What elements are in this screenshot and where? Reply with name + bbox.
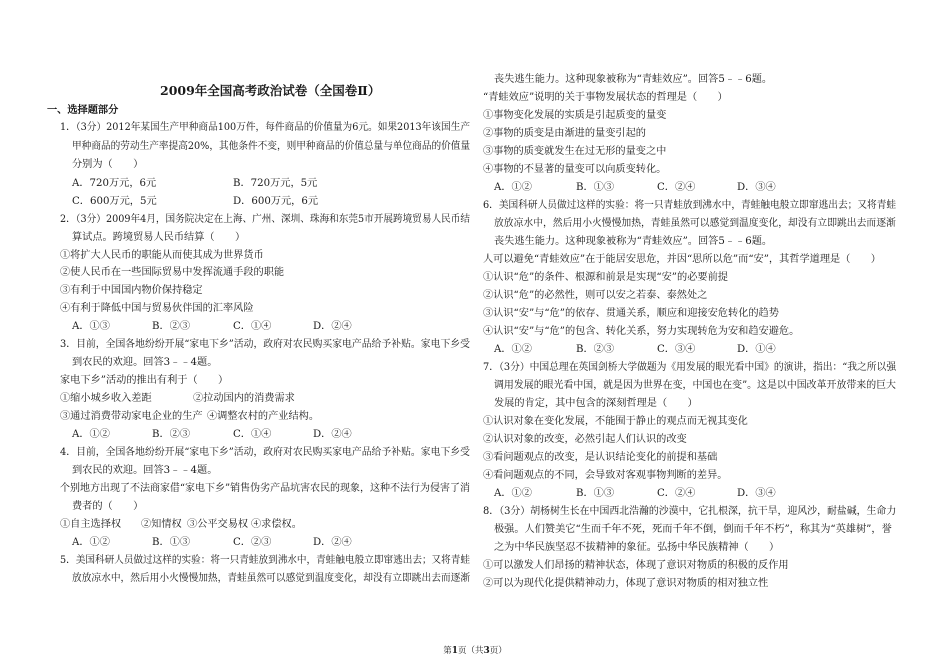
statement-2: ②知情权 [141,519,182,530]
question-8-line-1: 8．（3分）胡杨树生长在中国西北浩瀚的沙漠中，它扎根深，抗干旱，迎风沙，耐盐碱，生命力 [483,506,897,517]
statement-3: ③通过消费带动家电企业的生产 [60,411,203,422]
option-b: B．②③ [152,321,191,332]
option-c: C．600万元，5元 [72,196,157,207]
statement-3: ③有利于中国国内物价保持稳定 [60,285,203,296]
statement-1: ①自主选择权 [60,519,122,530]
question-5-line-3: 丧失逃生能力。这种现象被称为“青蛙效应”。回答5﹣﹣6题。 [494,74,773,85]
statement-3: ③认识“安”与“危”的依存、贯通关系，顺应和迎接安危转化的趋势 [483,308,779,319]
option-a: A．①② [494,182,532,193]
option-a: A．①② [72,537,110,548]
option-c: C．①④ [233,429,272,440]
option-c: C．③④ [657,344,696,355]
option-c: C．②④ [657,182,696,193]
option-b: B．②③ [152,429,191,440]
statement-4: ④看问题观点的不同，会导致对客观事物判断的差异。 [483,470,728,481]
option-d: D．③④ [737,182,776,193]
statement-1: ①缩小城乡收入差距 [60,393,152,404]
question-3-line-1: 3．目前，全国各地纷纷开展“家电下乡”活动，政府对农民购买家电产品给予补贴。家电下乡受 [60,339,470,350]
question-6-stem: 人可以避免“青蛙效应”在于能居安思危，并因“思所以危”而“安”，其哲学道理是（ ） [483,254,881,265]
option-d: D．①④ [737,344,776,355]
question-4-line-1: 4．目前，全国各地纷纷开展“家电下乡”活动，政府对农民购买家电产品给予补贴。家电下乡受 [60,447,470,458]
footer-prefix: 第 [443,646,452,656]
question-7-line-3: 发展的肯定，其中包含的深刻哲理是（ ） [494,398,698,409]
footer-suffix: 页） [489,646,507,656]
statement-4: ④认识“安”与“危”的包含、转化关系，努力实现转危为安和趋安避危。 [483,326,800,337]
statement-1: ①事物变化发展的实质是引起质变的量变 [483,110,667,121]
option-c: C．②③ [233,537,272,548]
statement-3: ③看问题观点的改变，是认识结论变化的前提和基础 [483,452,718,463]
question-3-line-2: 到农民的欢迎。回答3﹣﹣4题。 [72,357,218,368]
question-6-line-2: 放放凉水中，然后用小火慢慢加热，青蛙虽然可以感觉到温度变化，却没有立即跳出去而逐渐 [494,218,896,229]
question-4-stem-line-2: 费者的（ ） [72,501,144,512]
question-6-line-3: 丧失逃生能力。这种现象被称为“青蛙效应”。回答5﹣﹣6题。 [494,236,773,247]
question-3-stem: 家电下乡”活动的推出有利于（ ） [60,375,229,386]
option-b: B．①③ [576,488,615,499]
statement-2: ②认识“危”的必然性，则可以安之若泰、泰然处之 [483,290,708,301]
question-5-stem: “青蛙效应”说明的关于事物发展状态的哲理是（ ） [483,92,728,103]
option-d: D．600万元，6元 [233,196,319,207]
statement-3: ③事物的质变就发生在过无形的量变之中 [483,146,667,157]
option-b: B．①③ [576,182,615,193]
footer-total-pages: 3 [483,646,490,656]
statement-1: ①认识“危”的条件、根源和前景是实现“安”的必要前提 [483,272,728,283]
page-title: 2009年全国高考政治试卷（全国卷Ⅱ） [160,83,381,98]
footer-page-number: 1 [451,646,458,656]
question-7-line-2: 调用发展的眼光看中国，就是因为世界在变，中国也在变”。这是以中国改革开放带来的巨大 [494,380,896,391]
statement-2: ②使人民币在一些国际贸易中发挥流通手段的职能 [60,267,285,278]
question-4-line-2: 到农民的欢迎。回答3﹣﹣4题。 [72,465,218,476]
option-a: A．①② [494,344,532,355]
statement-4: ④事物的不显著的量变可以向质变转化。 [483,164,667,175]
statement-2: ②拉动国内的消费需求 [193,393,295,404]
section-heading: 一、选择题部分 [47,104,119,116]
option-a: A．①② [72,429,110,440]
question-7-line-1: 7．（3分）中国总理在英国剑桥大学做题为《用发展的眼光看中国》的演讲，指出：“我之所以强 [483,362,897,373]
statement-4: ④求偿权。 [251,519,302,530]
option-d: D．②④ [313,429,352,440]
statement-4: ④有利于降低中国与贸易伙伴国的汇率风险 [60,303,254,314]
option-d: D．②④ [313,537,352,548]
question-8-line-2: 极强。人们赞美它“生而千年不死，死而千年不倒，倒而千年不朽”，称其为“英雄树”，誉 [494,524,892,535]
statement-2: ②事物的质变是由渐进的量变引起的 [483,128,646,139]
option-a: A．①③ [72,321,110,332]
question-1-line-3: 分别为（ ） [72,159,144,170]
statement-3: ③公平交易权 [187,519,249,530]
question-6-line-1: 6．美国科研人员做过这样的实验：将一只青蛙放到沸水中，青蛙触电般立即窜逃出去；又将青蛙 [483,200,897,211]
question-4-stem-line-1: 个别地方出现了不法商家借“家电下乡”销售伪劣产品坑害农民的现象，这种不法行为侵害了消 [60,483,470,494]
page-footer [0,644,950,656]
question-8-line-3: 之为中华民族坚忍不拔精神的象征。弘扬中华民族精神（ ） [494,542,780,553]
question-1-line-1: 1．（3分）2012年某国生产甲种商品100万件，每件商品的价值量为6元。如果2013年该国生产 [60,122,470,133]
option-c: C．①④ [233,321,272,332]
statement-1: ①认识对象在变化发展，不能囿于静止的观点而无视其变化 [483,416,748,427]
statement-1: ①可以激发人们昂扬的精神状态，体现了意识对物质的积极的反作用 [483,560,789,571]
option-d: D．③④ [737,488,776,499]
question-5-line-2: 放放凉水中，然后用小火慢慢加热，青蛙虽然可以感觉到温度变化，却没有立即跳出去而逐渐 [72,573,471,584]
question-2-line-2: 算试点。跨境贸易人民币结算（ ） [72,232,246,243]
option-a: A．①② [494,488,532,499]
statement-4: ④调整农村的产业结构。 [207,411,320,422]
option-b: B．①③ [152,537,191,548]
question-2-line-1: 2．（3分）2009年4月，国务院决定在上海、广州、深圳、珠海和东莞5市开展跨境贸易人民币结 [60,214,471,225]
option-b: B．②③ [576,344,615,355]
statement-1: ①将扩大人民币的职能从而使其成为世界货币 [60,250,264,261]
option-c: C．②④ [657,488,696,499]
statement-2: ②可以为现代化提供精神动力，体现了意识对物质的相对独立性 [483,578,769,589]
option-a: A．720万元，6元 [72,178,157,189]
option-b: B．720万元，5元 [233,178,318,189]
question-5-line-1: 5．美国科研人员做过这样的实验：将一只青蛙放到沸水中，青蛙触电般立即窜逃出去；又将青蛙 [60,555,471,566]
footer-middle: 页（共 [457,646,484,656]
question-1-line-2: 甲种商品的劳动生产率提高20%，其他条件不变，则甲种商品的价值总量与单位商品的价值量 [72,141,471,152]
option-d: D．②④ [313,321,352,332]
statement-2: ②认识对象的改变，必然引起人们认识的改变 [483,434,687,445]
